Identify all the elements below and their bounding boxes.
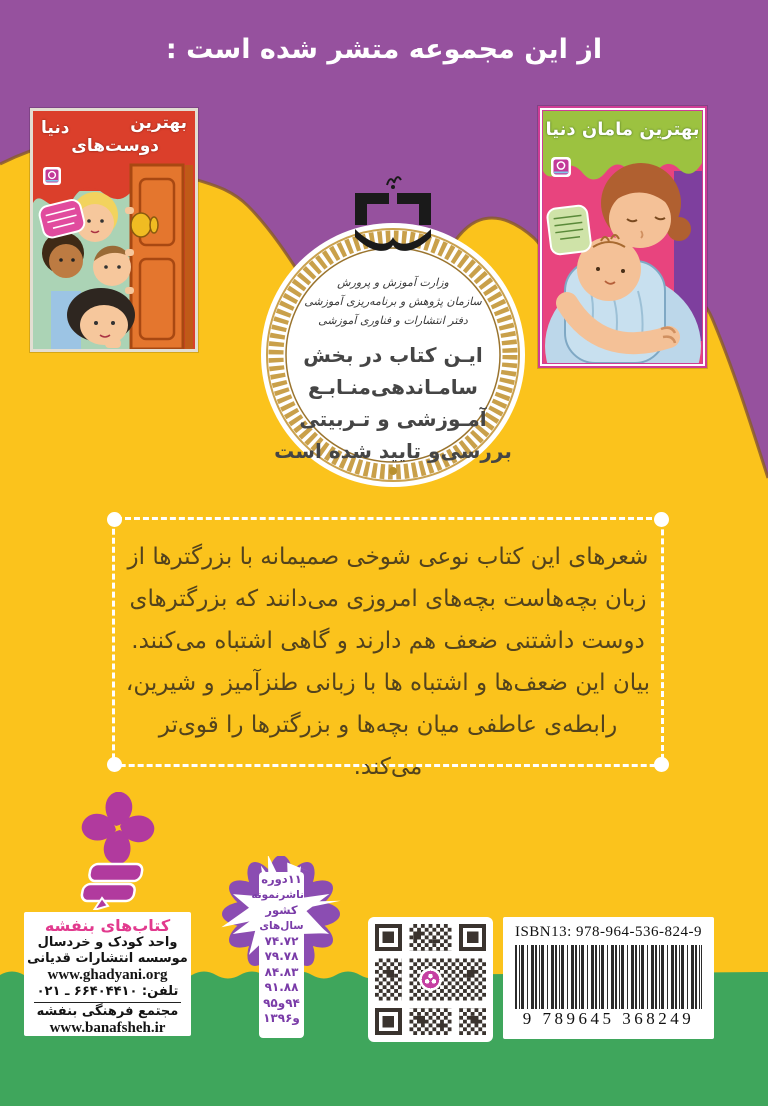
left-cover-title-word2: دوست‌های (71, 136, 159, 156)
publisher-url-ghadyani: www.ghadyani.org (47, 967, 168, 983)
left-cover-title-word3: دنیا (41, 118, 70, 138)
corner-dot (654, 757, 669, 772)
right-cover-badge-icon (546, 205, 591, 256)
publisher-unit: واحد کودک و خردسال (37, 935, 178, 950)
blurb-line: شعرهای این کتاب نوعی شوخی صمیمانه با بزرگترها از (127, 544, 649, 570)
cover-best-friends (30, 108, 198, 352)
approval-emblem (261, 223, 525, 487)
blurb-box (112, 517, 664, 780)
approval-line: ایـن کتاب در بخش (303, 343, 483, 367)
qr-code (368, 917, 493, 1042)
divider (34, 1002, 181, 1003)
blurb-line: بیان این ضعف‌ها و اشتباه ها با زبانی طنزآمیز و شیرین، (125, 670, 651, 696)
corner-dot (654, 512, 669, 527)
ministry-text (261, 273, 525, 330)
approval-text (261, 339, 525, 467)
publisher-org: موسسه انتشارات قدیانی (27, 951, 188, 966)
award-line: سال‌های (259, 919, 304, 932)
publisher-url-banafsheh: www.banafsheh.ir (49, 1020, 166, 1036)
award-line: ۱۱دوره (261, 872, 302, 886)
approval-line: بررسی‌و تایید شده است (274, 439, 512, 463)
barcode-bars-icon (515, 945, 702, 1009)
award-years-tab (251, 872, 304, 1038)
series-headline: از این مجموعه متشر شده است : (165, 34, 603, 65)
blurb-line: زبان بچه‌هاست بچه‌های امروزی می‌دانند که بزرگترهای (129, 586, 647, 612)
banafsheh-flower-icon (68, 792, 168, 910)
award-year: ۷۹.۷۸ (264, 949, 299, 963)
award-line: کشور (265, 903, 298, 917)
blurb-line: رابطه‌ی عاطفی میان بچه‌ها و بزرگترها را قوی‌تر می‌کند. (158, 712, 618, 780)
ghadyani-logo-icon (43, 167, 61, 185)
award-year: ۷۴.۷۲ (264, 933, 299, 948)
ministry-logo-icon (333, 171, 453, 263)
isbn-digits: 9 789645 368249 (522, 1009, 695, 1028)
publisher-info-box (24, 912, 191, 1036)
isbn-label: ISBN13: 978-964-536-824-9 (514, 924, 703, 940)
right-cover-title: بهترین مامان دنیا (545, 119, 700, 140)
ministry-line: سازمان پژوهش و برنامه‌ریزی آموزشی (304, 295, 482, 308)
award-year: ۹۱.۸۸ (264, 980, 299, 994)
blurb-line: دوست داشتنی ضعف هم دارند و گاهی اشتباه می‌کنند. (131, 628, 645, 654)
cover-best-mom (538, 106, 707, 368)
ghadyani-logo-icon (551, 157, 571, 177)
corner-dot (107, 512, 122, 527)
isbn-barcode (503, 917, 714, 1039)
award-line: ناشرنمونه (251, 888, 304, 901)
qr-center-flower-icon (422, 971, 440, 989)
award-badge (215, 856, 347, 1042)
ministry-line: دفتر انتشارات و فناوری آموزشی (318, 314, 468, 327)
award-year: و۱۳۹۶ (263, 1011, 300, 1025)
award-year: ۸۴.۸۳ (264, 964, 299, 979)
publisher-brand: کتاب‌های بنفشه (44, 916, 171, 935)
approval-line: آمـوزشی و تـربیتی (299, 407, 487, 431)
publisher-complex: مجتمع فرهنگی بنفشه (36, 1004, 179, 1019)
qr-pattern-icon (375, 924, 486, 1035)
corner-dot (107, 757, 122, 772)
publisher-phone: تلفن: ۶۶۴۰۴۴۱۰ ـ ۰۲۱ (36, 984, 179, 999)
blurb-text (125, 536, 651, 788)
left-cover-title-word1: بهترین (130, 113, 187, 133)
ministry-line: وزارت آموزش و پرورش (337, 276, 449, 289)
approval-line: سامـاندهی‌منـابـع (308, 375, 478, 399)
award-year: ۹۴و۹۵ (263, 995, 300, 1010)
best-mom-artwork (543, 111, 702, 363)
